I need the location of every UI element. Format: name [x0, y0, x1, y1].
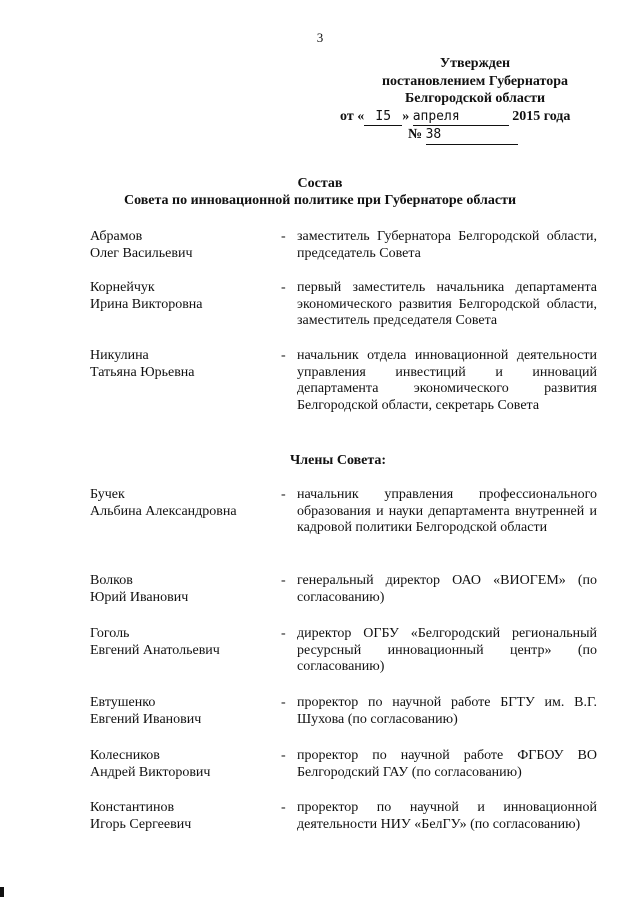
member-dash: -: [281, 487, 286, 502]
member-dash: -: [281, 348, 286, 363]
member-role: директор ОГБУ «Белгородский региональный ресурсный инновационный центр» (по согласованию): [297, 626, 597, 674]
member-name: Абрамов Олег Васильевич: [90, 229, 193, 261]
member-role: начальник отдела инновационной деятельности управления инвестиций и инноваций департамента экономического развития Белгородской области, секретарь Совета: [297, 348, 597, 413]
member-name: Бучек Альбина Александровна: [90, 487, 237, 519]
member-name: Гоголь Евгений Анатольевич: [90, 626, 220, 658]
approval-stamp: [340, 55, 610, 145]
member-dash: -: [281, 280, 286, 295]
member-name: Колесников Андрей Викторович: [90, 748, 211, 780]
approval-date-year: 2015 года: [512, 108, 571, 124]
member-dash: -: [281, 626, 286, 641]
member-role: проректор по научной работе ФГБОУ ВО Белгородский ГАУ (по согласованию): [297, 748, 597, 780]
approval-date: от « I5 » апреля 2015 года: [340, 108, 610, 127]
member-role: первый заместитель начальника департамента экономического развития Белгородской области, заместитель председателя Совета: [297, 280, 597, 328]
member-name: Евтушенко Евгений Иванович: [90, 695, 202, 727]
member-dash: -: [281, 748, 286, 763]
title-line-2: Совета по инновационной политике при Губернаторе области: [123, 193, 517, 208]
member-role: заместитель Губернатора Белгородской области, председатель Совета: [297, 229, 597, 261]
page-number: 3: [316, 30, 324, 45]
document-title: [0, 175, 640, 209]
approval-number: № 38: [340, 126, 610, 145]
member-name: Никулина Татьяна Юрьевна: [90, 348, 195, 380]
approval-decree: постановлением Губернатора: [381, 73, 569, 89]
member-dash: -: [281, 229, 286, 244]
scan-edge-mark: [0, 887, 4, 897]
members-heading: Члены Совета:: [290, 453, 387, 468]
member-name: Константинов Игорь Сергеевич: [90, 800, 192, 832]
member-role: генеральный директор ОАО «ВИОГЕМ» (по согласованию): [297, 573, 597, 605]
member-name: Волков Юрий Иванович: [90, 573, 189, 605]
member-dash: -: [281, 800, 286, 815]
member-name: Корнейчук Ирина Викторовна: [90, 280, 203, 312]
approval-title: Утвержден: [439, 56, 511, 71]
member-dash: -: [281, 573, 286, 588]
member-role: проректор по научной и инновационной деятельности НИУ «БелГУ» (по согласованию): [297, 800, 597, 832]
approval-number-value: 38: [425, 127, 442, 142]
member-role: начальник управления профессионального образования и науки департамента внутренней и кадровой политики Белгородской области: [297, 487, 597, 535]
title-line-1: Состав: [297, 176, 343, 191]
member-role: проректор по научной работе БГТУ им. В.Г. Шухова (по согласованию): [297, 695, 597, 727]
approval-region: Белгородской области: [404, 91, 546, 106]
member-dash: -: [281, 695, 286, 710]
approval-date-month: апреля: [412, 108, 460, 124]
approval-date-day: I5: [375, 108, 392, 124]
